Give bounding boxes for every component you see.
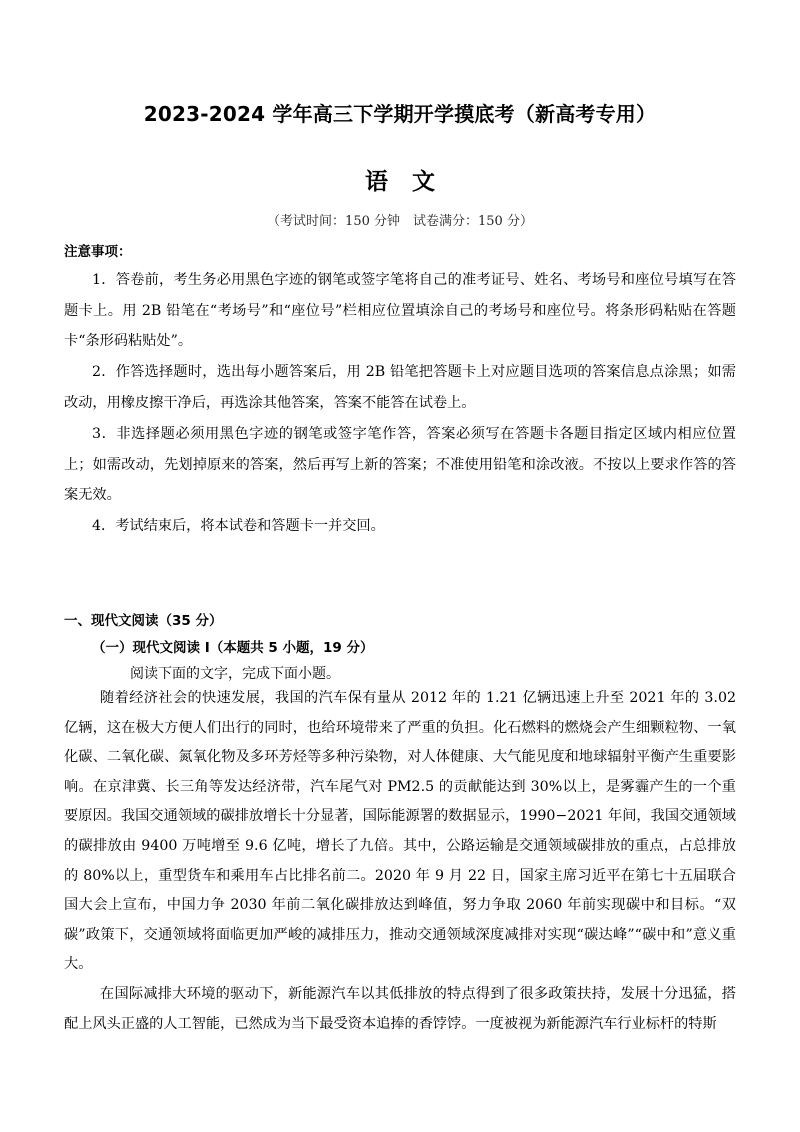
notice-item-text: 1．答卷前，考生务必用黑色字迹的钢笔或签字笔将自己的准考证号、姓名、考场号和座位号填写在答题卡上。用 2B 铅笔在“考场号”和“座位号”栏相应位置填涂自己的考场号和座位号。将条形码粘贴在答题卡“条形码粘贴处”。	[64, 272, 736, 349]
notice-item-text: 4．考试结束后，将本试卷和答题卡一并交回。	[92, 518, 385, 534]
notice-item-1	[64, 265, 736, 357]
section-heading: 一、现代文阅读（35 分）	[64, 613, 223, 629]
subject-title: 语文	[365, 169, 459, 195]
notice-item-text: 3．非选择题必须用黑色字迹的钢笔或签字笔作答，答案必须写在答题卡各题目指定区域内相应位置上；如需改动，先划掉原来的答案，然后再写上新的答案；不准使用铅笔和涂改液。不按以上要求作答的答案无效。	[64, 426, 736, 503]
sub-section-heading: （一）现代文阅读 I（本题共 5 小题，19 分）	[92, 640, 374, 656]
notice-heading: 注意事项：	[64, 244, 132, 260]
notice-item-text: 2．作答选择题时，选出每小题答案后，用 2B 铅笔把答题卡上对应题目选项的答案信息点涂黑；如需改动，用橡皮擦干净后，再选涂其他答案，答案不能答在试卷上。	[64, 364, 736, 411]
reading-instruction: 阅读下面的文字，完成下面小题。	[130, 666, 340, 682]
passage-paragraph: 在国际减排大环境的驱动下，新能源汽车以其低排放的特点得到了很多政策扶持，发展十分迅猛，搭配上风头正盛的人工智能，已然成为当下最受资本追捧的香饽饽。一度被视为新能源汽车行业标杆的特斯	[64, 985, 736, 1032]
notice-item-3	[64, 419, 736, 511]
notice-item-2	[64, 357, 736, 418]
passage-paragraph: 随着经济社会的快速发展，我国的汽车保有量从 2012 年的 1.21 亿辆迅速上升至 2021 年的 3.02 亿辆，这在极大方便人们出行的同时，也给环境带来了严重的负担。化石燃料的燃烧会产生细颗粒物、一氧化碳、二氧化碳、氮氧化物及多环芳烃等多种污染物，对人体健康、大气能见度和地球辐射平衡产生重要影响。在京津冀、长三角等发达经济带，汽车尾气对 PM2.5 的贡献能达到 30%以上，是雾霾产生的一个重要原因。我国交通领域的碳排放增长十分显著，国际能源署的数据显示，1990−2021 年间，我国交通领域的碳排放由 9400 万吨增至 9.6 亿吨，增长了九倍。其中，公路运输是交通领域碳排放的重点，占总排放的 80%以上，重型货车和乘用车占比排名前二。2020 年 9 月 22 日，国家主席习近平在第七十五届联合国大会上宣布，中国力争 2030 年前二氧化碳排放达到峰值，努力争取 2060 年前实现碳中和目标。“双碳”政策下，交通领域将面临更加严峻的减排压力，推动交通领域深度减排对实现“碳达峰”“碳中和”意义重大。	[64, 690, 736, 973]
reading-passage	[64, 684, 736, 1039]
exam-title: 2023-2024 学年高三下学期开学摸底考（新高考专用）	[143, 102, 657, 126]
exam-info: （考试时间：150 分钟 试卷满分：150 分）	[267, 214, 533, 229]
notice-item-4	[64, 511, 736, 542]
